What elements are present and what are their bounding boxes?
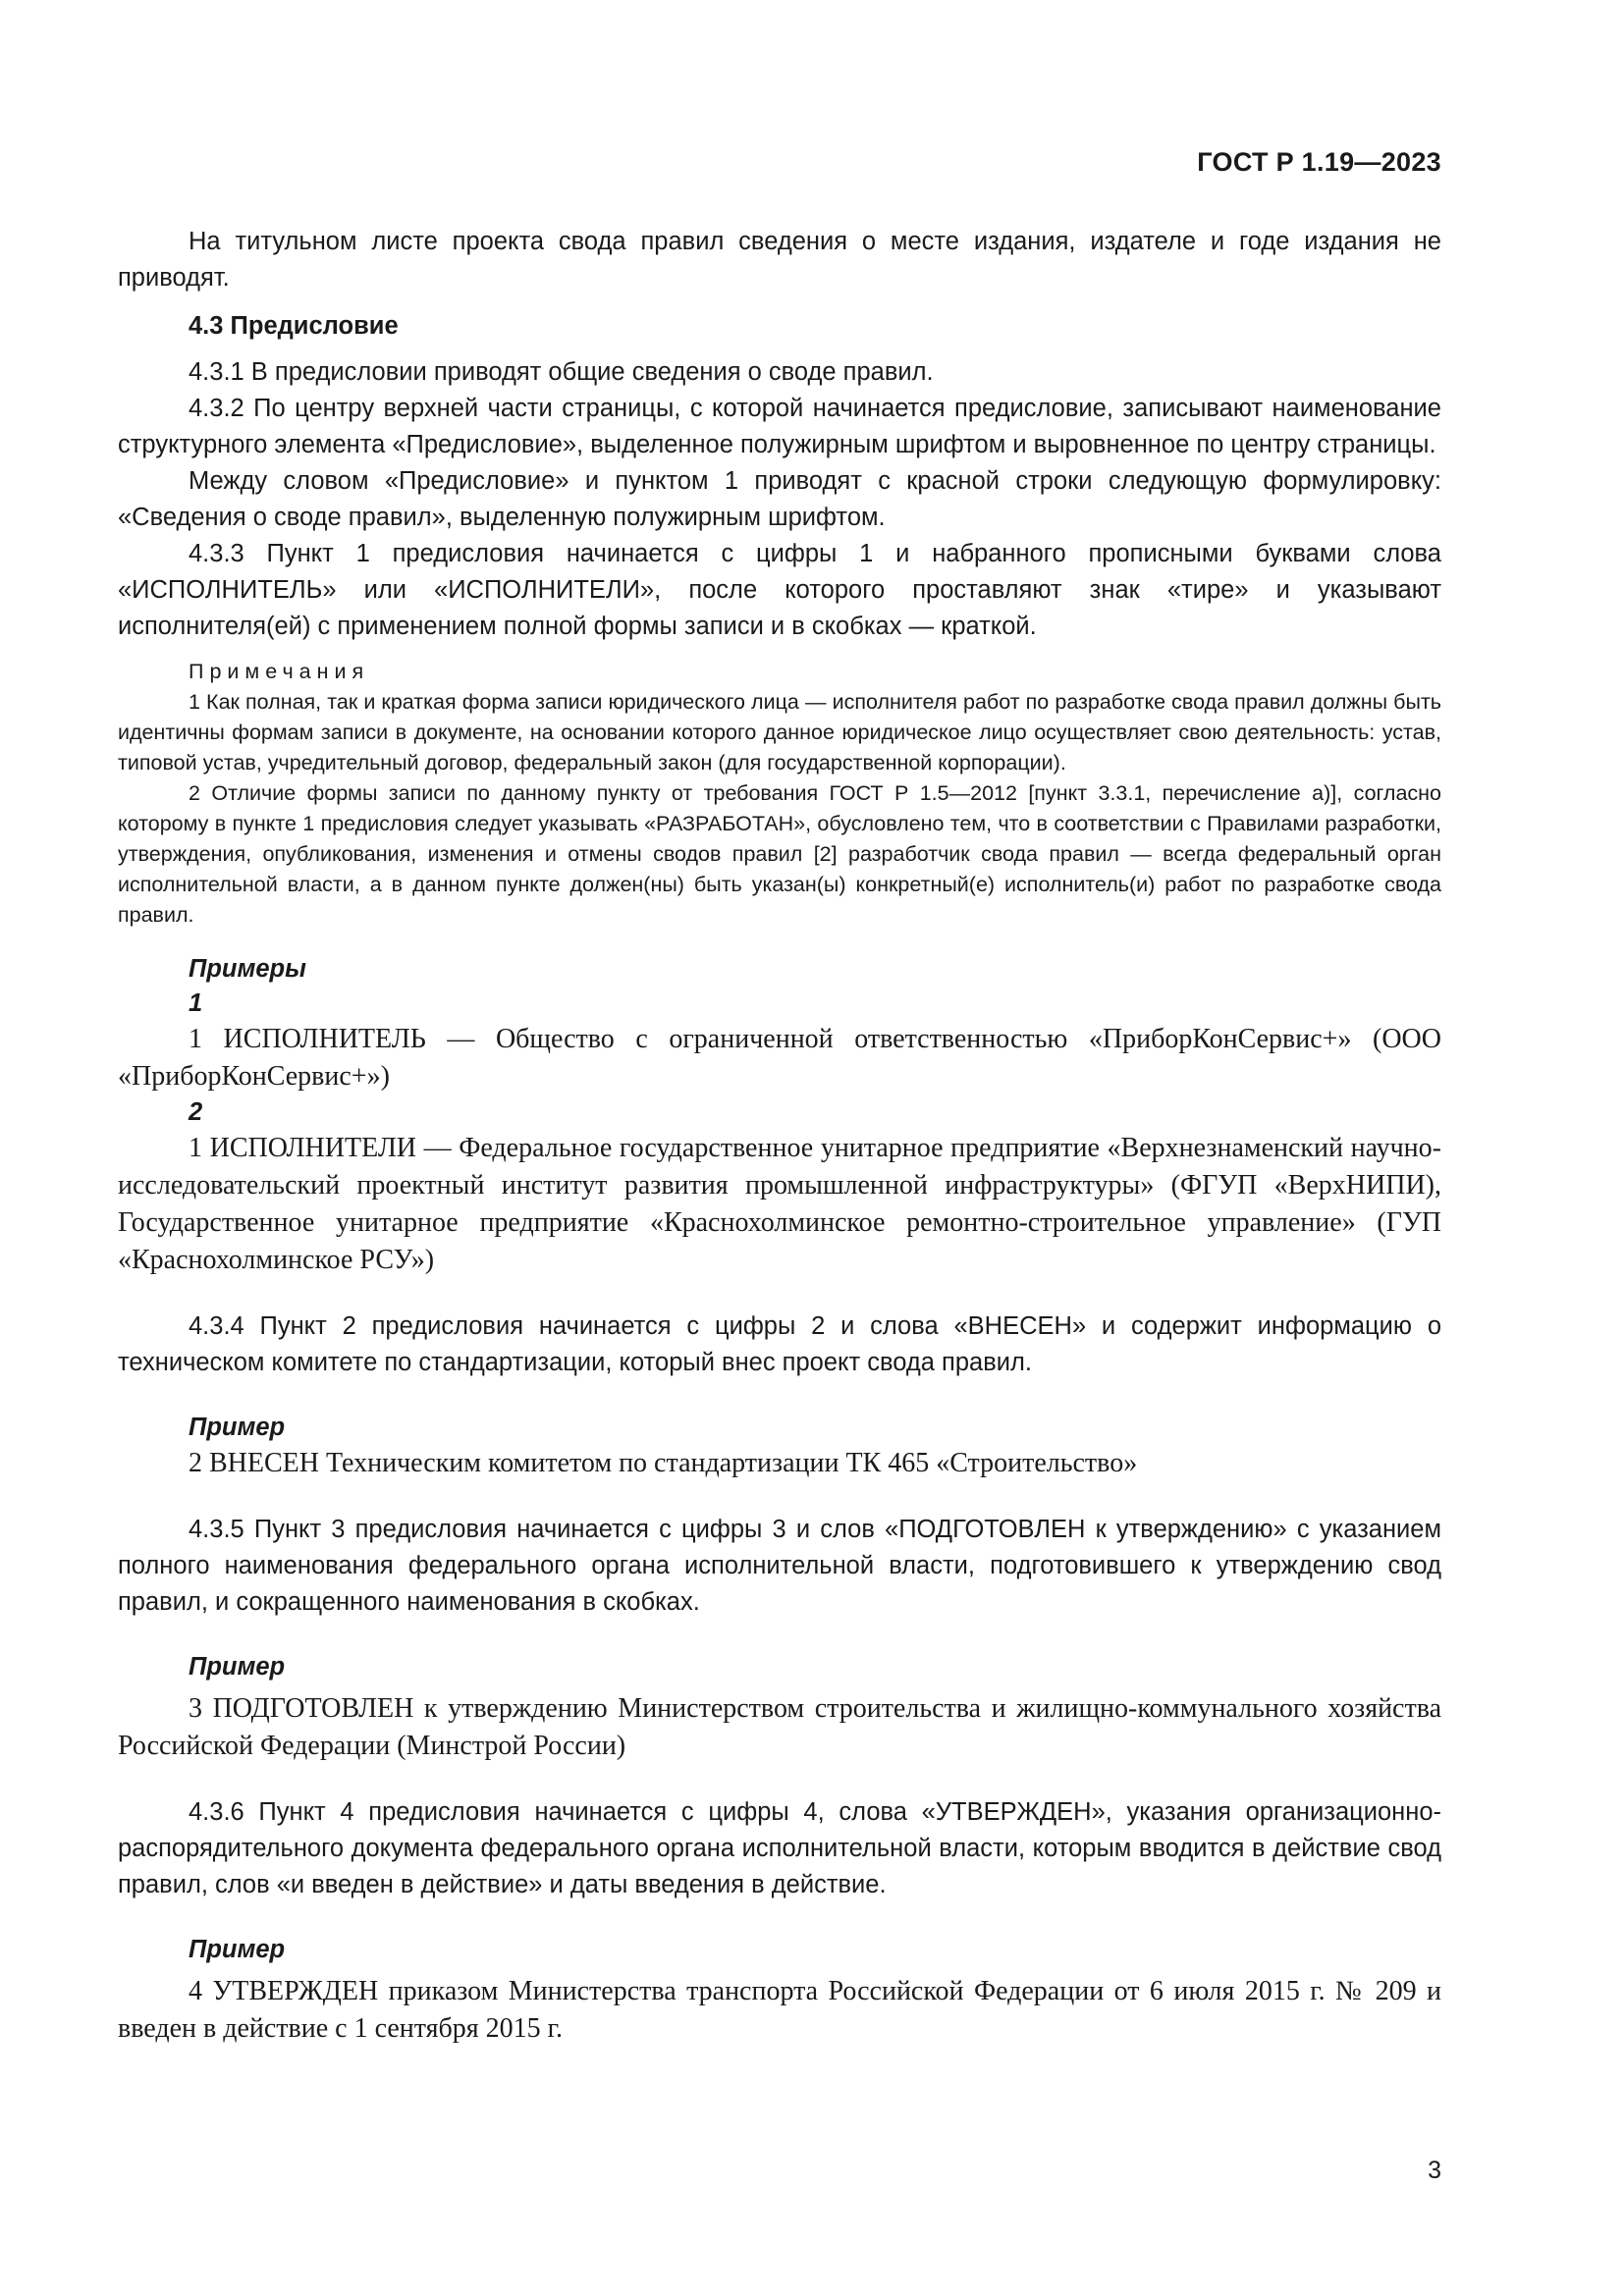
example-number-2: 2 (189, 1098, 203, 1126)
paragraph-between: Между словом «Предисловие» и пунктом 1 приводят с красной строки следующую формулировку: «Сведения о своде правил», выделенную полужирным шрифтом. (118, 467, 1441, 531)
note-1: 1 Как полная, так и краткая форма записи юридического лица — исполнителя работ по разработке свода правил должны быть идентичны формам записи в документе, на основании которого данное юридическое лицо осуществляет свою деятельность: устав, типовой устав, учредительный договор, федеральный закон (для государственной корпорации). (118, 690, 1441, 774)
paragraph-4-3-3: 4.3.3 Пункт 1 предисловия начинается с цифры 1 и набранного прописными буквами слова «ИСПОЛНИТЕЛЬ» или «ИСПОЛНИТЕЛИ», после которого проставляют знак «тире» и указывают исполнителя(ей) с применением полной формы записи и в скобках — краткой. (118, 540, 1441, 640)
example-1-text: 1 ИСПОЛНИТЕЛЬ — Общество с ограниченной ответственностью «ПриборКонСервис+» (ООО «ПриборКонСервис+») (118, 1024, 1441, 1092)
example-number-1: 1 (189, 989, 203, 1017)
notes-title: Примечания (189, 660, 370, 683)
example-heading-4-3-5: Пример (189, 1653, 286, 1681)
note-2: 2 Отличие формы записи по данному пункту от требования ГОСТ Р 1.5—2012 [пункт 3.3.1, перечисление а)], согласно которому в пункте 1 предисловия следует указывать «РАЗРАБОТАН», обусловлено тем, что в соответствии с Правилами разработки, утверждения, опубликования, изменения и отмены сводов правил [2] разработчик свода правил — всегда федеральный орган исполнительной власти, а в данном пункте должен(ны) быть указан(ы) конкретный(е) исполнитель(и) работ по разработке свода правил. (118, 781, 1441, 927)
examples-heading: Примеры (189, 955, 306, 983)
paragraph-4-3-1: 4.3.1 В предисловии приводят общие сведения о своде правил. (189, 358, 934, 386)
example-text-4-3-4: 2 ВНЕСЕН Техническим комитетом по стандартизации ТК 465 «Строительство» (189, 1448, 1138, 1478)
example-text-4-3-5: 3 ПОДГОТОВЛЕН к утверждению Министерством строительства и жилищно-коммунального хозяйства Российской Федерации (Минстрой России) (118, 1693, 1441, 1761)
intro-paragraph: На титульном листе проекта свода правил сведения о месте издания, издателе и годе издания не приводят. (118, 228, 1441, 292)
page-number: 3 (1428, 2157, 1441, 2184)
example-heading-4-3-4: Пример (189, 1414, 286, 1441)
example-2-text: 1 ИСПОЛНИТЕЛИ — Федеральное государственное унитарное предприятие «Верхнезнаменский научно-исследовательский проектный институт развития промышленной инфраструктуры» (ФГУП «ВерхНИПИ), Государственное унитарное предприятие «Краснохолминское ремонтно-строительное управление» (ГУП «Краснохолминское РСУ») (118, 1133, 1441, 1275)
paragraph-4-3-5: 4.3.5 Пункт 3 предисловия начинается с цифры 3 и слов «ПОДГОТОВЛЕН к утверждению» с указанием полного наименования федерального органа исполнительной власти, подготовившего к утверждению свод правил, и сокращенного наименования в скобках. (118, 1516, 1441, 1616)
document-code: ГОСТ Р 1.19—2023 (1197, 147, 1441, 177)
paragraph-4-3-6: 4.3.6 Пункт 4 предисловия начинается с цифры 4, слова «УТВЕРЖДЕН», указания организационно-распорядительного документа федерального органа исполнительной власти, которым вводится в действие свод правил, слов «и введен в действие» и даты введения в действие. (118, 1798, 1441, 1898)
paragraph-4-3-2: 4.3.2 По центру верхней части страницы, с которой начинается предисловие, записывают наименование структурного элемента «Предисловие», выделенное полужирным шрифтом и выровненное по центру страницы. (118, 395, 1441, 458)
example-heading-4-3-6: Пример (189, 1936, 286, 1963)
example-text-4-3-6: 4 УТВЕРЖДЕН приказом Министерства транспорта Российской Федерации от 6 июля 2015 г. № 209 и введен в действие с 1 сентября 2015 г. (118, 1976, 1441, 2044)
page-body (118, 224, 1441, 2048)
paragraph-4-3-4: 4.3.4 Пункт 2 предисловия начинается с цифры 2 и слова «ВНЕСЕН» и содержит информацию о техническом комитете по стандартизации, который внес проект свода правил. (118, 1312, 1441, 1376)
section-title: 4.3 Предисловие (189, 312, 399, 340)
